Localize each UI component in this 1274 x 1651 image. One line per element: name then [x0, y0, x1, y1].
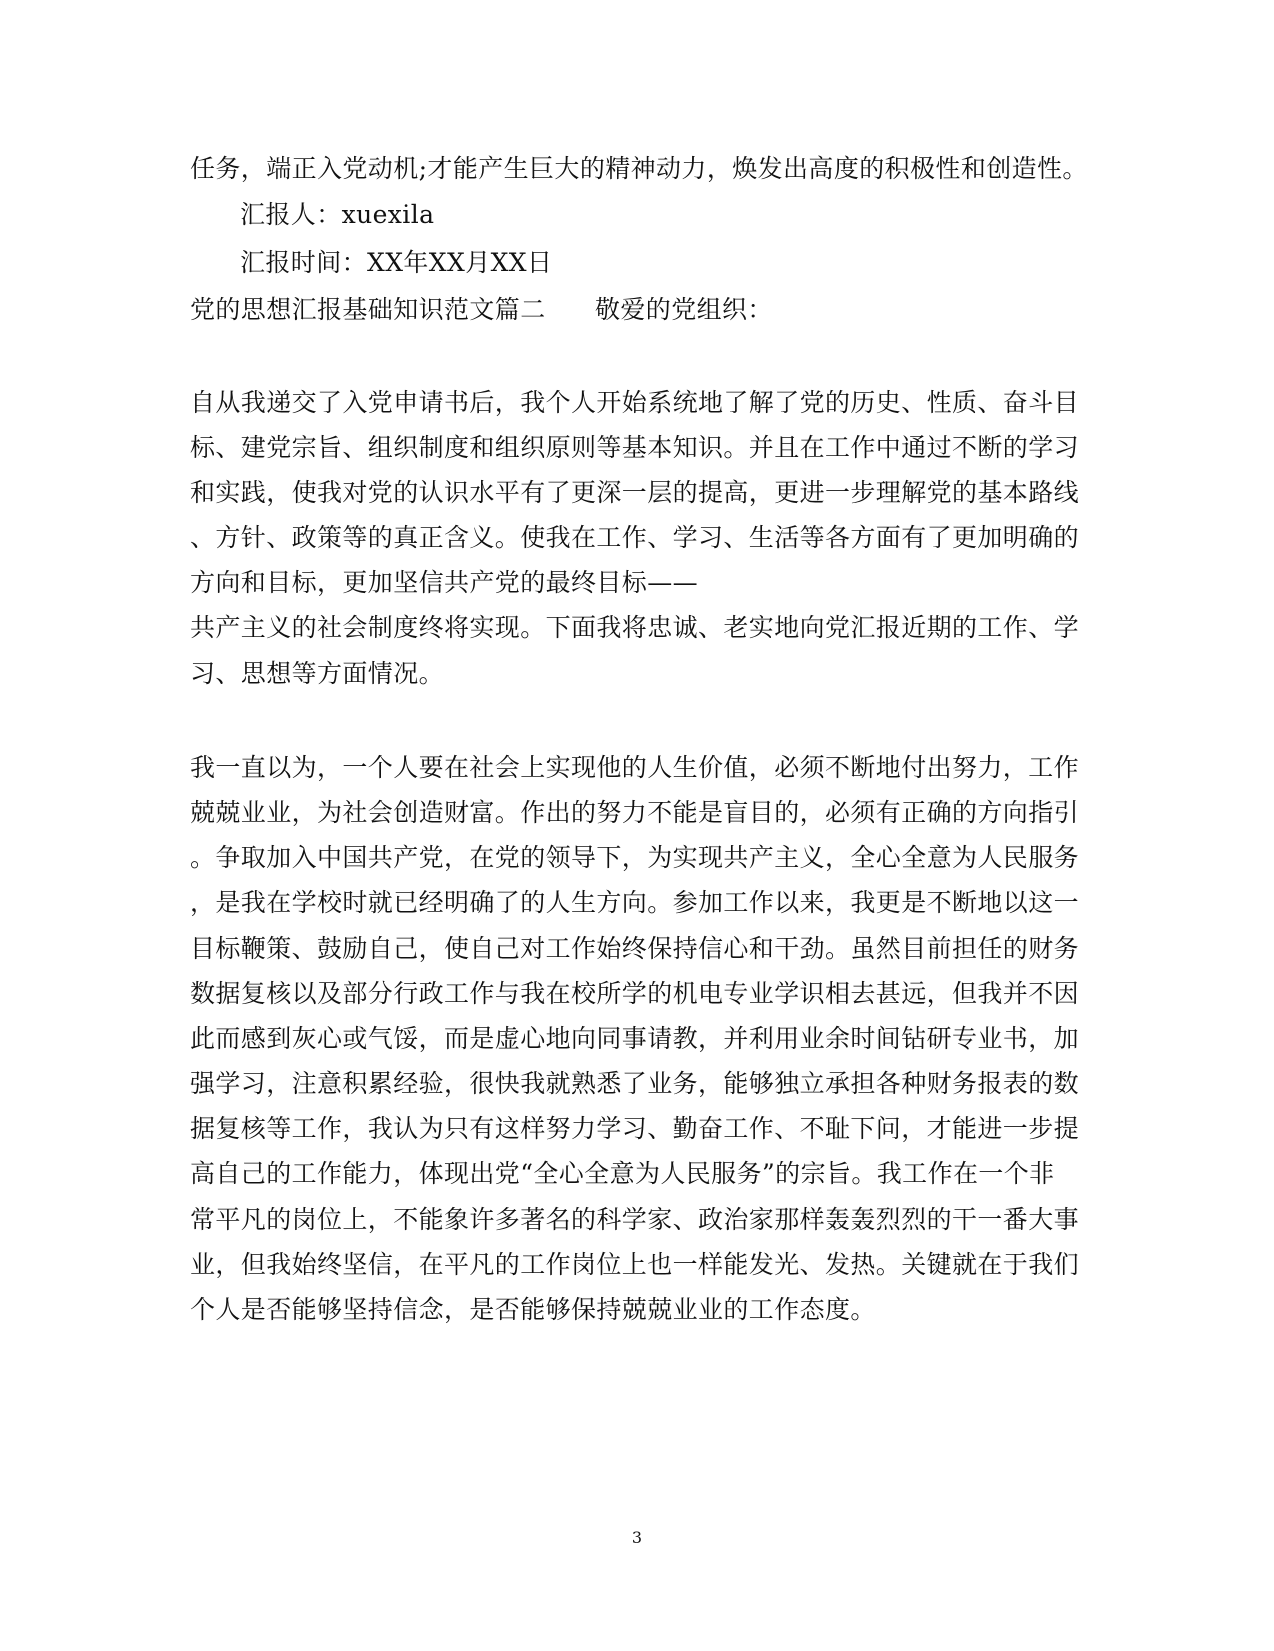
- paragraph-1-line: 、方针、政策等的真正含义。使我在工作、学习、生活等各方面有了更加明确的: [190, 523, 1080, 552]
- paragraph-1-line: 方向和目标，更加坚信共产党的最终目标——: [190, 568, 699, 597]
- paragraph-2-line: 个人是否能够坚持信念，是否能够保持兢兢业业的工作态度。: [190, 1295, 876, 1324]
- paragraph-2-line: 常平凡的岗位上，不能象许多著名的科学家、政治家那样轰轰烈烈的干一番大事: [190, 1205, 1080, 1234]
- paragraph-2-line: 我一直以为，一个人要在社会上实现他的人生价值，必须不断地付出努力，工作: [190, 753, 1080, 782]
- page-number: 3: [631, 1528, 643, 1547]
- paragraph-1-line: 标、建党宗旨、组织制度和组织原则等基本知识。并且在工作中通过不断的学习: [190, 433, 1080, 462]
- reporter-line: 汇报人：xuexila: [240, 200, 435, 229]
- paragraph-2-line: ，是我在学校时就已经明确了的人生方向。参加工作以来，我更是不断地以这一: [190, 888, 1080, 917]
- paragraph-2-line: 目标鞭策、鼓励自己，使自己对工作始终保持信心和干劲。虽然目前担任的财务: [190, 934, 1080, 963]
- paragraph-2-line: 高自己的工作能力，体现出党“全心全意为人民服务”的宗旨。我工作在一个非: [190, 1159, 1055, 1188]
- paragraph-2-line: 据复核等工作，我认为只有这样努力学习、勤奋工作、不耻下问，才能进一步提: [190, 1114, 1080, 1143]
- section-title: 党的思想汇报基础知识范文篇二: [190, 295, 546, 324]
- paragraph-top-line: 任务，端正入党动机;才能产生巨大的精神动力，焕发出高度的积极性和创造性。: [190, 154, 1088, 183]
- report-time-line: 汇报时间：XX年XX月XX日: [240, 248, 553, 277]
- salutation: 敬爱的党组织：: [595, 295, 773, 324]
- paragraph-1-line: 和实践，使我对党的认识水平有了更深一层的提高，更进一步理解党的基本路线: [190, 478, 1080, 507]
- paragraph-2-line: 此而感到灰心或气馁，而是虚心地向同事请教，并利用业余时间钻研专业书，加: [190, 1024, 1080, 1053]
- paragraph-2-line: 数据复核以及部分行政工作与我在校所学的机电专业学识相去甚远，但我并不因: [190, 979, 1080, 1008]
- paragraph-2-line: 业，但我始终坚信，在平凡的工作岗位上也一样能发光、发热。关键就在于我们: [190, 1250, 1080, 1279]
- paragraph-2-line: 。争取加入中国共产党，在党的领导下，为实现共产主义，全心全意为人民服务: [190, 843, 1080, 872]
- paragraph-1-line: 自从我递交了入党申请书后，我个人开始系统地了解了党的历史、性质、奋斗目: [190, 388, 1080, 417]
- paragraph-1-line: 习、思想等方面情况。: [190, 659, 445, 688]
- paragraph-2-line: 兢兢业业，为社会创造财富。作出的努力不能是盲目的，必须有正确的方向指引: [190, 798, 1080, 827]
- paragraph-2-line: 强学习，注意积累经验，很快我就熟悉了业务，能够独立承担各种财务报表的数: [190, 1069, 1080, 1098]
- paragraph-1-line: 共产主义的社会制度终将实现。下面我将忠诚、老实地向党汇报近期的工作、学: [190, 613, 1080, 642]
